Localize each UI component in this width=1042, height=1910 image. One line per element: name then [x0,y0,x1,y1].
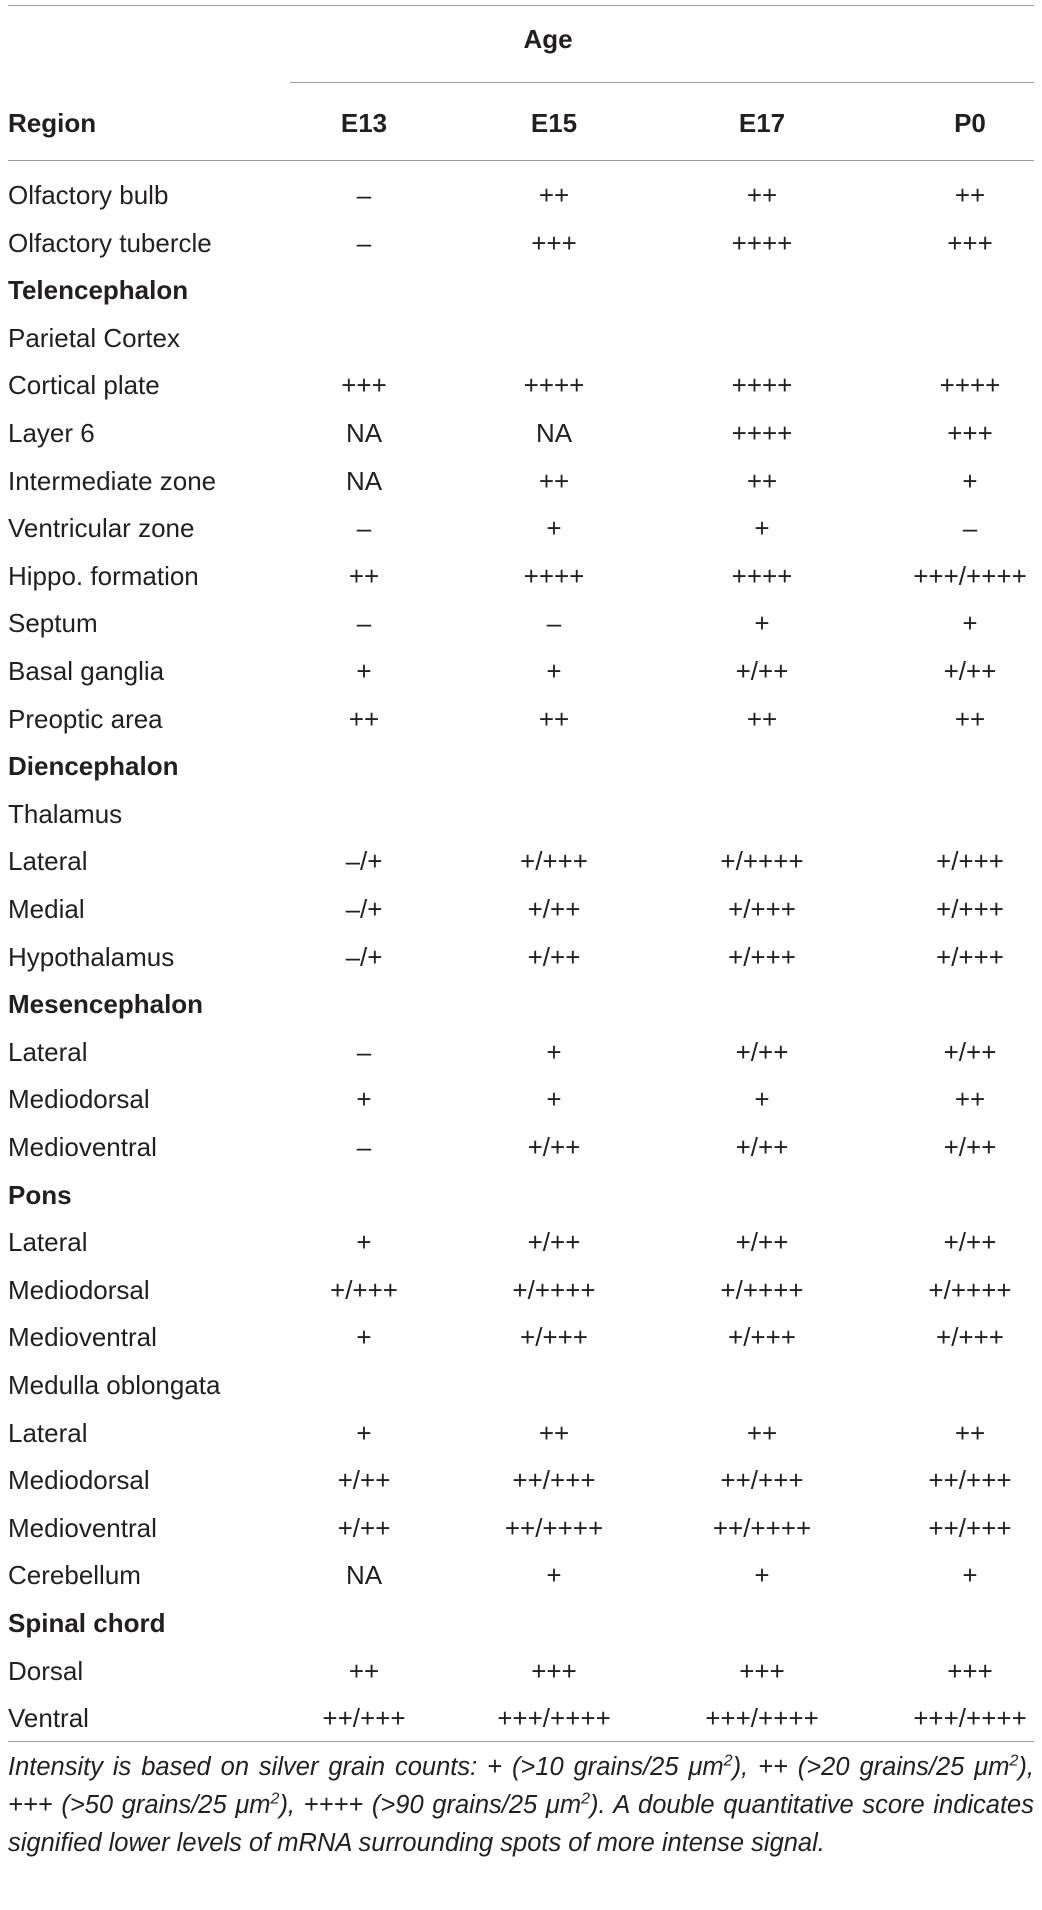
region-label: Layer 6 [8,418,95,448]
table-cell: – [356,1036,372,1067]
table-cell: + [546,1560,562,1591]
table-cell: +/++ [735,1227,789,1258]
table-cell: +/++ [337,1465,391,1496]
table-cell: ++ [954,180,986,210]
column-header-e13: E13 [340,108,388,138]
table-cell: +/++ [943,1227,997,1258]
table-cell: – [356,608,372,639]
table-cell: +++/++++ [497,1703,611,1734]
section-heading: Pons [8,1179,72,1210]
table-cell: +++ [531,227,577,258]
table-cell: ++ [538,465,570,496]
region-label: Lateral [8,1227,88,1258]
section-heading: Diencephalon [8,751,179,782]
table-cell: + [356,1322,372,1353]
table-cell: ++ [954,703,986,734]
table-cell: ++/++++ [504,1512,604,1543]
table-cell: ++++ [731,227,793,258]
region-label: Olfactory tubercle [8,227,212,258]
region-label: Basal ganglia [8,656,165,686]
table-cell: +/++ [527,1227,581,1258]
table-cell: NA [345,1560,383,1591]
region-label: Olfactory bulb [8,180,169,210]
table-cell: +/++++ [720,846,804,877]
table-cell: +/+++ [936,1322,1004,1353]
table-cell: + [546,1036,562,1067]
table-cell: ++ [954,1417,986,1448]
table-cell: ++/+++ [928,1465,1012,1496]
table-cell: + [356,1227,372,1258]
table-cell: NA [535,418,573,448]
region-label: Cortical plate [8,370,160,401]
table-cell: +/++ [943,1132,997,1162]
region-label: Lateral [8,846,88,877]
table-cell: – [356,513,372,544]
table-cell: +/+++ [936,941,1004,972]
table-cell: + [546,1084,562,1115]
table-cell: +/+++ [520,1322,588,1353]
table-cell: + [754,513,770,544]
top-rule [8,5,1034,6]
table-cell: +/++ [527,1132,581,1162]
table-cell: + [356,1417,372,1448]
table-cell: +/++++ [512,1274,596,1305]
table-cell: ++++ [523,560,585,591]
region-label: Hippo. formation [8,560,199,591]
table-cell: ++++ [523,370,585,401]
table-cell: +++/++++ [913,560,1027,591]
region-label: Lateral [8,1036,88,1067]
table-cell: +/+++ [936,846,1004,877]
table-cell: –/+ [345,894,383,924]
table-cell: +++ [341,370,387,401]
table-cell: +++ [947,418,993,448]
region-label: Septum [8,608,98,639]
table-cell: ++++ [939,370,1001,401]
table-cell: + [356,656,372,686]
table-cell: – [356,180,372,210]
region-label: Medioventral [8,1132,157,1162]
section-heading: Mesencephalon [8,989,204,1020]
table-cell: + [546,513,562,544]
table-footnote: Intensity is based on silver grain counts: + (>10 grains/25 $\mu m^2$), ++ (>20 grains/25 $\mu m^2$), +++ (>50 grains/25 $\mu m^2$), ++++ (>90 grains/25 $\mu m^2$). A double quantitative score indicates signified lower levels of mRNA surrounding spots of more intense signal. [8,1752,1034,1857]
table-cell: ++ [954,1084,986,1115]
table-cell: + [546,656,562,686]
table-cell: ++/+++ [322,1703,406,1734]
table-cell: ++/+++ [720,1465,804,1496]
table-cell: +/+++ [330,1274,398,1305]
table-cell: +++ [947,1655,993,1686]
table-cell: ++ [538,703,570,734]
table-cell: +/++ [943,656,997,686]
age-rule [290,82,1034,83]
region-label: Hypothalamus [8,941,175,972]
table-cell: ++ [538,180,570,210]
table-cell: ++ [348,560,380,591]
table-cell: + [754,1084,770,1115]
table-cell: + [754,608,770,639]
table-cell: + [356,1084,372,1115]
table-cell: +/+++ [728,941,796,972]
table-cell: +++ [739,1655,785,1686]
region-label: Mediodorsal [8,1084,150,1115]
region-label: Medial [8,894,85,924]
table-cell: NA [345,465,383,496]
region-label: Mediodorsal [8,1465,150,1496]
table-cell: – [356,1132,372,1162]
table-cell: +/++ [943,1036,997,1067]
region-label: Thalamus [8,798,123,829]
region-label: Parietal Cortex [8,322,180,353]
table-cell: +/++ [735,656,789,686]
region-label: Cerebellum [8,1560,141,1591]
table-cell: +/++ [337,1512,391,1543]
table-cell: +/++ [735,1036,789,1067]
region-label: Dorsal [8,1655,84,1686]
column-header-e15: E15 [530,108,578,138]
table-cell: + [754,1560,770,1591]
table-cell: +/++ [527,894,581,924]
table-cell: ++ [348,703,380,734]
table-cell: ++++ [731,370,793,401]
region-label: Ventral [8,1703,89,1734]
table-cell: ++/+++ [928,1512,1012,1543]
table-cell: +++/++++ [705,1703,819,1734]
section-heading: Spinal chord [8,1608,166,1638]
region-label: Preoptic area [8,703,163,734]
table-cell: NA [345,418,383,448]
table-cell: –/+ [345,846,383,877]
table-cell: +/++++ [720,1274,804,1305]
table-cell: ++/++++ [712,1512,812,1543]
region-label: Ventricular zone [8,513,195,544]
table-cell: ++/+++ [512,1465,596,1496]
table-cell: +/+++ [936,894,1004,924]
table-cell: ++++ [731,418,793,448]
table-cell: +++ [947,227,993,258]
table-cell: +/++ [735,1132,789,1162]
table-cell: ++++ [731,560,793,591]
table-cell: +/+++ [520,846,588,877]
table-cell: +/+++ [728,1322,796,1353]
region-label: Intermediate zone [8,465,217,496]
table-cell: ++ [746,703,778,734]
table-cell: +++ [531,1655,577,1686]
table-cell: –/+ [345,941,383,972]
table-cell: + [962,465,978,496]
region-label: Mediodorsal [8,1274,150,1305]
column-header-e17: E17 [738,108,786,138]
column-header-region: Region [8,108,97,138]
table-cell: + [962,1560,978,1591]
table-cell: ++ [538,1417,570,1448]
table-cell: ++ [746,180,778,210]
column-header-p0: P0 [954,108,986,138]
table-cell: ++ [348,1655,380,1686]
header-rule [8,160,1034,161]
region-label: Lateral [8,1417,88,1448]
region-label: Medioventral [8,1322,157,1353]
section-heading: Telencephalon [8,275,189,306]
table-cell: ++ [746,1417,778,1448]
table-cell: – [356,227,372,258]
table-cell: +/++++ [928,1274,1012,1305]
age-group-header: Age [523,24,573,54]
table-cell: +/++ [527,941,581,972]
bottom-rule [8,1741,1034,1742]
table-cell: +/+++ [728,894,796,924]
table-cell: + [962,608,978,639]
table-cell: – [546,608,562,639]
region-label: Medulla oblongata [8,1370,221,1400]
table-cell: – [962,513,978,544]
table-cell: ++ [746,465,778,496]
region-label: Medioventral [8,1512,157,1543]
table-cell: +++/++++ [913,1703,1027,1734]
